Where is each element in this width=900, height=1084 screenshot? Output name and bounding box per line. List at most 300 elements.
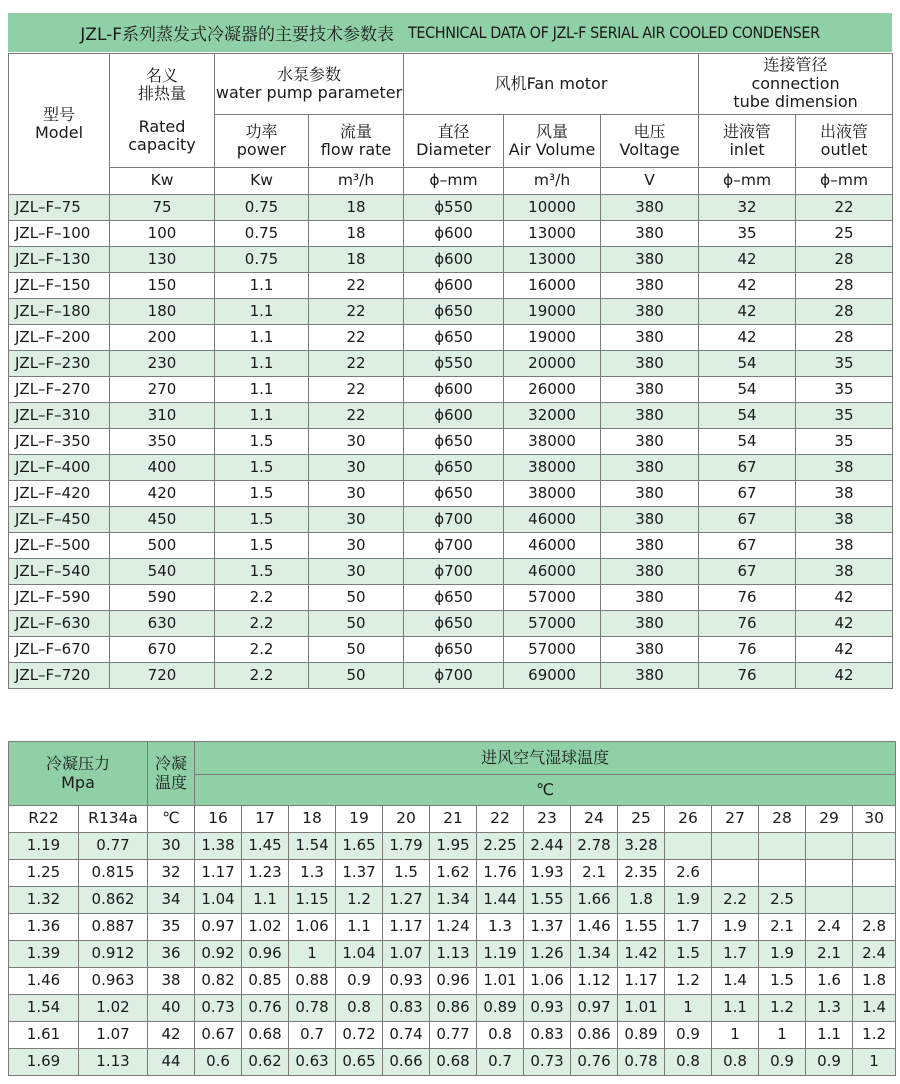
spec-table <box>8 53 893 689</box>
table-cell: 42 <box>699 247 796 273</box>
table-cell: 35 <box>148 914 195 941</box>
table-cell: 13000 <box>504 221 601 247</box>
table-row <box>9 533 893 559</box>
table-cell: 0.887 <box>79 914 148 941</box>
table-cell: 50 <box>309 585 404 611</box>
table-cell: 0.74 <box>383 1022 430 1049</box>
table-cell: 22 <box>309 299 404 325</box>
table-row <box>9 507 893 533</box>
table-cell: 380 <box>601 325 699 351</box>
table-cell: 1.5 <box>215 429 309 455</box>
table-cell: ϕ650 <box>404 585 504 611</box>
table-cell: 180 <box>110 299 215 325</box>
table-cell: ϕ700 <box>404 663 504 689</box>
table-cell: 0.912 <box>79 941 148 968</box>
table-cell: 0.73 <box>195 995 242 1022</box>
table-cell: 1 <box>759 1022 806 1049</box>
table-cell: 1.24 <box>430 914 477 941</box>
table-cell: 30 <box>309 507 404 533</box>
table-cell: 42 <box>796 585 893 611</box>
table-cell: 0.8 <box>665 1049 712 1076</box>
fan-group-header: 风机Fan motor <box>404 54 699 115</box>
table-cell: 380 <box>601 637 699 663</box>
table-cell: 1.17 <box>195 860 242 887</box>
air-volume-header: 风量 Air Volume <box>504 115 601 168</box>
table-cell <box>712 833 759 860</box>
table-cell: 0.82 <box>195 968 242 995</box>
table-cell: 1.19 <box>477 941 524 968</box>
table-cell: 67 <box>699 455 796 481</box>
table-cell: 38000 <box>504 481 601 507</box>
table-cell: 46000 <box>504 507 601 533</box>
table-cell: 1.1 <box>336 914 383 941</box>
table-cell: 38000 <box>504 429 601 455</box>
unit-cell: Kw <box>215 168 309 195</box>
table-cell <box>806 860 853 887</box>
table-row <box>9 559 893 585</box>
model-cell: JZL–F–75 <box>9 195 110 221</box>
table-cell: 69000 <box>504 663 601 689</box>
table-row <box>9 299 893 325</box>
model-cell: JZL–F–590 <box>9 585 110 611</box>
table-cell <box>665 833 712 860</box>
table-cell: 0.67 <box>195 1022 242 1049</box>
model-cell: JZL–F–400 <box>9 455 110 481</box>
unit-cell: ϕ–mm <box>404 168 504 195</box>
table-cell: 1.2 <box>853 1022 896 1049</box>
wetbulb-temp-header: 22 <box>477 806 524 833</box>
table-cell: 2.78 <box>571 833 618 860</box>
table-cell: 450 <box>110 507 215 533</box>
wetbulb-unit: ℃ <box>195 775 896 806</box>
table-cell: 1.38 <box>195 833 242 860</box>
table-cell: 2.2 <box>215 663 309 689</box>
table-cell: 1.4 <box>853 995 896 1022</box>
table-cell: 350 <box>110 429 215 455</box>
table-cell: 28 <box>796 299 893 325</box>
table-cell: 1.1 <box>215 403 309 429</box>
table-cell: 2.35 <box>618 860 665 887</box>
unit-cell: V <box>601 168 699 195</box>
table-cell: 1.1 <box>242 887 289 914</box>
table-cell: 42 <box>796 637 893 663</box>
table-cell: 57000 <box>504 637 601 663</box>
table-cell: 40 <box>148 995 195 1022</box>
table-cell: 35 <box>796 351 893 377</box>
units-row <box>9 168 893 195</box>
table-cell: 67 <box>699 481 796 507</box>
table-cell: 19000 <box>504 325 601 351</box>
voltage-header: 电压 Voltage <box>601 115 699 168</box>
table-cell: 0.77 <box>79 833 148 860</box>
table-cell: 1.19 <box>9 833 79 860</box>
table-cell: 42 <box>699 273 796 299</box>
table-cell: 1.36 <box>9 914 79 941</box>
table-cell: 67 <box>699 533 796 559</box>
model-cell: JZL–F–100 <box>9 221 110 247</box>
column-header-row <box>9 806 896 833</box>
table-cell: 100 <box>110 221 215 247</box>
table-cell: 1.13 <box>430 941 477 968</box>
table-cell: 1.1 <box>215 377 309 403</box>
table-cell: 380 <box>601 299 699 325</box>
wetbulb-temp-header: 19 <box>336 806 383 833</box>
table-cell: 0.96 <box>430 968 477 995</box>
table-cell: 1.46 <box>571 914 618 941</box>
table-cell: 38 <box>148 968 195 995</box>
table-cell: 1.5 <box>665 941 712 968</box>
table-cell: 0.89 <box>477 995 524 1022</box>
table-cell: 38000 <box>504 455 601 481</box>
table-cell: 1.37 <box>336 860 383 887</box>
model-cell: JZL–F–540 <box>9 559 110 585</box>
table-cell: ϕ650 <box>404 611 504 637</box>
table-cell: 1.1 <box>215 273 309 299</box>
wetbulb-temp-header: 16 <box>195 806 242 833</box>
table-row <box>9 351 893 377</box>
table-cell: 270 <box>110 377 215 403</box>
table-cell: 0.75 <box>215 247 309 273</box>
table-cell: 1.79 <box>383 833 430 860</box>
table-cell: 1.04 <box>195 887 242 914</box>
table-cell: 35 <box>796 377 893 403</box>
table-cell: 0.97 <box>195 914 242 941</box>
table-cell: 1.26 <box>524 941 571 968</box>
table-cell: ϕ650 <box>404 299 504 325</box>
table-cell: 0.65 <box>336 1049 383 1076</box>
page-title <box>8 13 892 52</box>
table-cell: 1.9 <box>712 914 759 941</box>
table-cell: 0.86 <box>430 995 477 1022</box>
table-cell: 0.92 <box>195 941 242 968</box>
table-cell: 0.86 <box>571 1022 618 1049</box>
table-cell: 380 <box>601 273 699 299</box>
table-cell: 16000 <box>504 273 601 299</box>
table-cell: 2.2 <box>712 887 759 914</box>
table-cell: 380 <box>601 611 699 637</box>
table-cell: ϕ650 <box>404 429 504 455</box>
table-cell: 1.17 <box>618 968 665 995</box>
table-cell: 1.54 <box>9 995 79 1022</box>
table-cell: 1.3 <box>477 914 524 941</box>
power-header: 功率 power <box>215 115 309 168</box>
table-cell: 380 <box>601 585 699 611</box>
table-cell: 1.6 <box>806 968 853 995</box>
table-cell: 2.44 <box>524 833 571 860</box>
table-cell: 200 <box>110 325 215 351</box>
table-cell: ϕ600 <box>404 273 504 299</box>
table-cell: ϕ600 <box>404 403 504 429</box>
table-cell: 1.2 <box>759 995 806 1022</box>
table-cell: 1.5 <box>759 968 806 995</box>
temp-unit-header: ℃ <box>148 806 195 833</box>
table-row <box>9 247 893 273</box>
table-cell: 2.8 <box>853 914 896 941</box>
table-cell: 0.7 <box>477 1049 524 1076</box>
table-cell: 38 <box>796 455 893 481</box>
table-row <box>9 377 893 403</box>
table-cell: 30 <box>309 481 404 507</box>
table-cell: 400 <box>110 455 215 481</box>
table-cell: 380 <box>601 663 699 689</box>
wetbulb-temp-header: 29 <box>806 806 853 833</box>
table-cell: 22 <box>309 325 404 351</box>
table-row <box>9 429 893 455</box>
table-cell: 1.3 <box>806 995 853 1022</box>
table-cell: 0.96 <box>242 941 289 968</box>
table-cell: 28 <box>796 273 893 299</box>
table-cell: 1.01 <box>618 995 665 1022</box>
table-cell: 32 <box>148 860 195 887</box>
table-cell: 500 <box>110 533 215 559</box>
table-cell: ϕ600 <box>404 377 504 403</box>
model-cell: JZL–F–150 <box>9 273 110 299</box>
table-cell: 30 <box>309 533 404 559</box>
table-cell: 230 <box>110 351 215 377</box>
table-cell: 1.34 <box>430 887 477 914</box>
table-cell: 0.9 <box>336 968 383 995</box>
flow-header: 流量 flow rate <box>309 115 404 168</box>
table-cell: 76 <box>699 585 796 611</box>
table-cell: 720 <box>110 663 215 689</box>
pump-group-header: 水泵参数 water pump parameter <box>215 54 404 115</box>
table-cell: 380 <box>601 481 699 507</box>
table-cell: 1.13 <box>79 1049 148 1076</box>
table-cell: 76 <box>699 637 796 663</box>
table-cell: 150 <box>110 273 215 299</box>
table-row <box>9 585 893 611</box>
table-cell: 2.1 <box>571 860 618 887</box>
table-cell: 1.1 <box>215 299 309 325</box>
table-cell: ϕ700 <box>404 507 504 533</box>
table-cell: 2.2 <box>215 585 309 611</box>
table-cell: 54 <box>699 403 796 429</box>
table-cell: 28 <box>796 247 893 273</box>
table-cell: 0.8 <box>712 1049 759 1076</box>
title-en: TECHNICAL DATA OF JZL-F SERIAL AIR COOLED CONDENSER <box>408 23 820 42</box>
table-cell: 50 <box>309 663 404 689</box>
table-cell: 1.65 <box>336 833 383 860</box>
table-cell: 42 <box>796 611 893 637</box>
table-row <box>9 1022 896 1049</box>
table-cell: 18 <box>309 221 404 247</box>
table-cell: 1.04 <box>336 941 383 968</box>
table-cell: 1.54 <box>289 833 336 860</box>
title-zh: JZL-F系列蒸发式冷凝器的主要技术参数表 <box>80 25 395 45</box>
table-cell: 1.9 <box>665 887 712 914</box>
table-cell: 42 <box>148 1022 195 1049</box>
table-cell: 1.9 <box>759 941 806 968</box>
table-cell: 57000 <box>504 611 601 637</box>
table-row <box>9 995 896 1022</box>
table-cell: 1.4 <box>712 968 759 995</box>
table-cell: 30 <box>309 455 404 481</box>
table-cell: 2.25 <box>477 833 524 860</box>
table-cell: 0.66 <box>383 1049 430 1076</box>
model-cell: JZL–F–270 <box>9 377 110 403</box>
table-cell: 1.5 <box>215 559 309 585</box>
table-cell: 32000 <box>504 403 601 429</box>
table-cell: 0.83 <box>524 1022 571 1049</box>
table-cell <box>853 833 896 860</box>
table-cell: 22 <box>309 273 404 299</box>
table-cell: 630 <box>110 611 215 637</box>
table-cell: 130 <box>110 247 215 273</box>
table-cell: 0.76 <box>571 1049 618 1076</box>
table-row <box>9 221 893 247</box>
table-cell: 1 <box>853 1049 896 1076</box>
r22-header: R22 <box>9 806 79 833</box>
table-cell: 1 <box>289 941 336 968</box>
model-cell: JZL–F–630 <box>9 611 110 637</box>
table-row <box>9 968 896 995</box>
table-cell: 2.4 <box>806 914 853 941</box>
table-cell: 1.61 <box>9 1022 79 1049</box>
table-cell: 0.75 <box>215 221 309 247</box>
wetbulb-temp-header: 23 <box>524 806 571 833</box>
table-cell: 30 <box>309 429 404 455</box>
table-cell: 20000 <box>504 351 601 377</box>
table-cell: 0.62 <box>242 1049 289 1076</box>
table-cell: 1.1 <box>712 995 759 1022</box>
table-cell: 76 <box>699 663 796 689</box>
table-cell <box>759 833 806 860</box>
table-row <box>9 325 893 351</box>
table-cell: 670 <box>110 637 215 663</box>
table-cell <box>806 887 853 914</box>
table-cell: 0.93 <box>383 968 430 995</box>
table-cell: 35 <box>796 403 893 429</box>
table-cell: 0.9 <box>665 1022 712 1049</box>
table-cell: 22 <box>309 377 404 403</box>
table-cell: 57000 <box>504 585 601 611</box>
wetbulb-temp-header: 20 <box>383 806 430 833</box>
table-cell: 1.5 <box>383 860 430 887</box>
table-cell: 380 <box>601 247 699 273</box>
table-cell: 10000 <box>504 195 601 221</box>
table-cell: 1 <box>712 1022 759 1049</box>
table-cell: 1.55 <box>618 914 665 941</box>
table-cell: 380 <box>601 507 699 533</box>
unit-cell: ϕ–mm <box>699 168 796 195</box>
table-cell: 2.4 <box>853 941 896 968</box>
table-cell: 0.89 <box>618 1022 665 1049</box>
table-cell: 0.963 <box>79 968 148 995</box>
table-cell: 1.07 <box>383 941 430 968</box>
table-cell: 32 <box>699 195 796 221</box>
table-cell: 34 <box>148 887 195 914</box>
table-cell: 1.39 <box>9 941 79 968</box>
table-cell: 1.2 <box>665 968 712 995</box>
table-cell: 1.1 <box>806 1022 853 1049</box>
table-cell: 1.76 <box>477 860 524 887</box>
table-cell: 1.23 <box>242 860 289 887</box>
table-cell: 0.78 <box>618 1049 665 1076</box>
table-row <box>9 914 896 941</box>
table-row <box>9 941 896 968</box>
table-cell: 42 <box>699 299 796 325</box>
table-cell: 1.69 <box>9 1049 79 1076</box>
table-cell: 380 <box>601 429 699 455</box>
correction-table-body <box>9 833 896 1076</box>
inlet-header: 进液管 inlet <box>699 115 796 168</box>
table-cell: 38 <box>796 507 893 533</box>
table-cell: 30 <box>148 833 195 860</box>
table-cell: 1.44 <box>477 887 524 914</box>
table-cell: 380 <box>601 403 699 429</box>
table-cell: 1.06 <box>524 968 571 995</box>
table-row <box>9 611 893 637</box>
table-cell: 1.02 <box>242 914 289 941</box>
table-cell: 50 <box>309 611 404 637</box>
table-cell: 1.93 <box>524 860 571 887</box>
table-cell: 380 <box>601 221 699 247</box>
table-cell: 46000 <box>504 533 601 559</box>
model-cell: JZL–F–500 <box>9 533 110 559</box>
model-cell: JZL–F–230 <box>9 351 110 377</box>
table-cell: 590 <box>110 585 215 611</box>
table-cell: 1.06 <box>289 914 336 941</box>
table-cell: 1.46 <box>9 968 79 995</box>
table-cell: 1.45 <box>242 833 289 860</box>
table-cell: 67 <box>699 559 796 585</box>
table-cell: ϕ550 <box>404 195 504 221</box>
table-cell: 540 <box>110 559 215 585</box>
wetbulb-temp-header: 28 <box>759 806 806 833</box>
table-cell <box>806 833 853 860</box>
table-cell: 1 <box>665 995 712 1022</box>
table-row <box>9 1049 896 1076</box>
table-cell: 1.1 <box>215 325 309 351</box>
table-cell: 0.88 <box>289 968 336 995</box>
table-cell: 0.68 <box>430 1049 477 1076</box>
table-cell: ϕ650 <box>404 481 504 507</box>
table-cell: ϕ600 <box>404 221 504 247</box>
table-cell: 380 <box>601 195 699 221</box>
outlet-header: 出液管 outlet <box>796 115 893 168</box>
table-cell: 2.5 <box>759 887 806 914</box>
table-cell: 1.5 <box>215 533 309 559</box>
model-cell: JZL–F–420 <box>9 481 110 507</box>
table-cell: 1.02 <box>79 995 148 1022</box>
table-cell: 26000 <box>504 377 601 403</box>
table-cell: 67 <box>699 507 796 533</box>
table-cell: 0.93 <box>524 995 571 1022</box>
table-cell: 1.15 <box>289 887 336 914</box>
table-cell: 1.8 <box>853 968 896 995</box>
table-cell: 380 <box>601 377 699 403</box>
unit-cell: m³/h <box>504 168 601 195</box>
table-cell: 0.75 <box>215 195 309 221</box>
table-cell: 0.85 <box>242 968 289 995</box>
table-cell: 1.62 <box>430 860 477 887</box>
capacity-header: 名义 排热量 Rated capacity <box>110 54 215 168</box>
table-cell: 1.25 <box>9 860 79 887</box>
table-cell: 22 <box>796 195 893 221</box>
table-cell: 380 <box>601 533 699 559</box>
table-cell: 54 <box>699 429 796 455</box>
table-cell: 1.5 <box>215 507 309 533</box>
table-cell: 1.5 <box>215 455 309 481</box>
table-cell: 18 <box>309 247 404 273</box>
model-header: 型号 Model <box>9 54 110 195</box>
temp-header: 冷凝 温度 <box>148 742 195 806</box>
table-cell: 22 <box>309 351 404 377</box>
table-cell: 0.8 <box>336 995 383 1022</box>
table-cell: 1.34 <box>571 941 618 968</box>
table-cell: 1.07 <box>79 1022 148 1049</box>
table-cell: 38 <box>796 481 893 507</box>
